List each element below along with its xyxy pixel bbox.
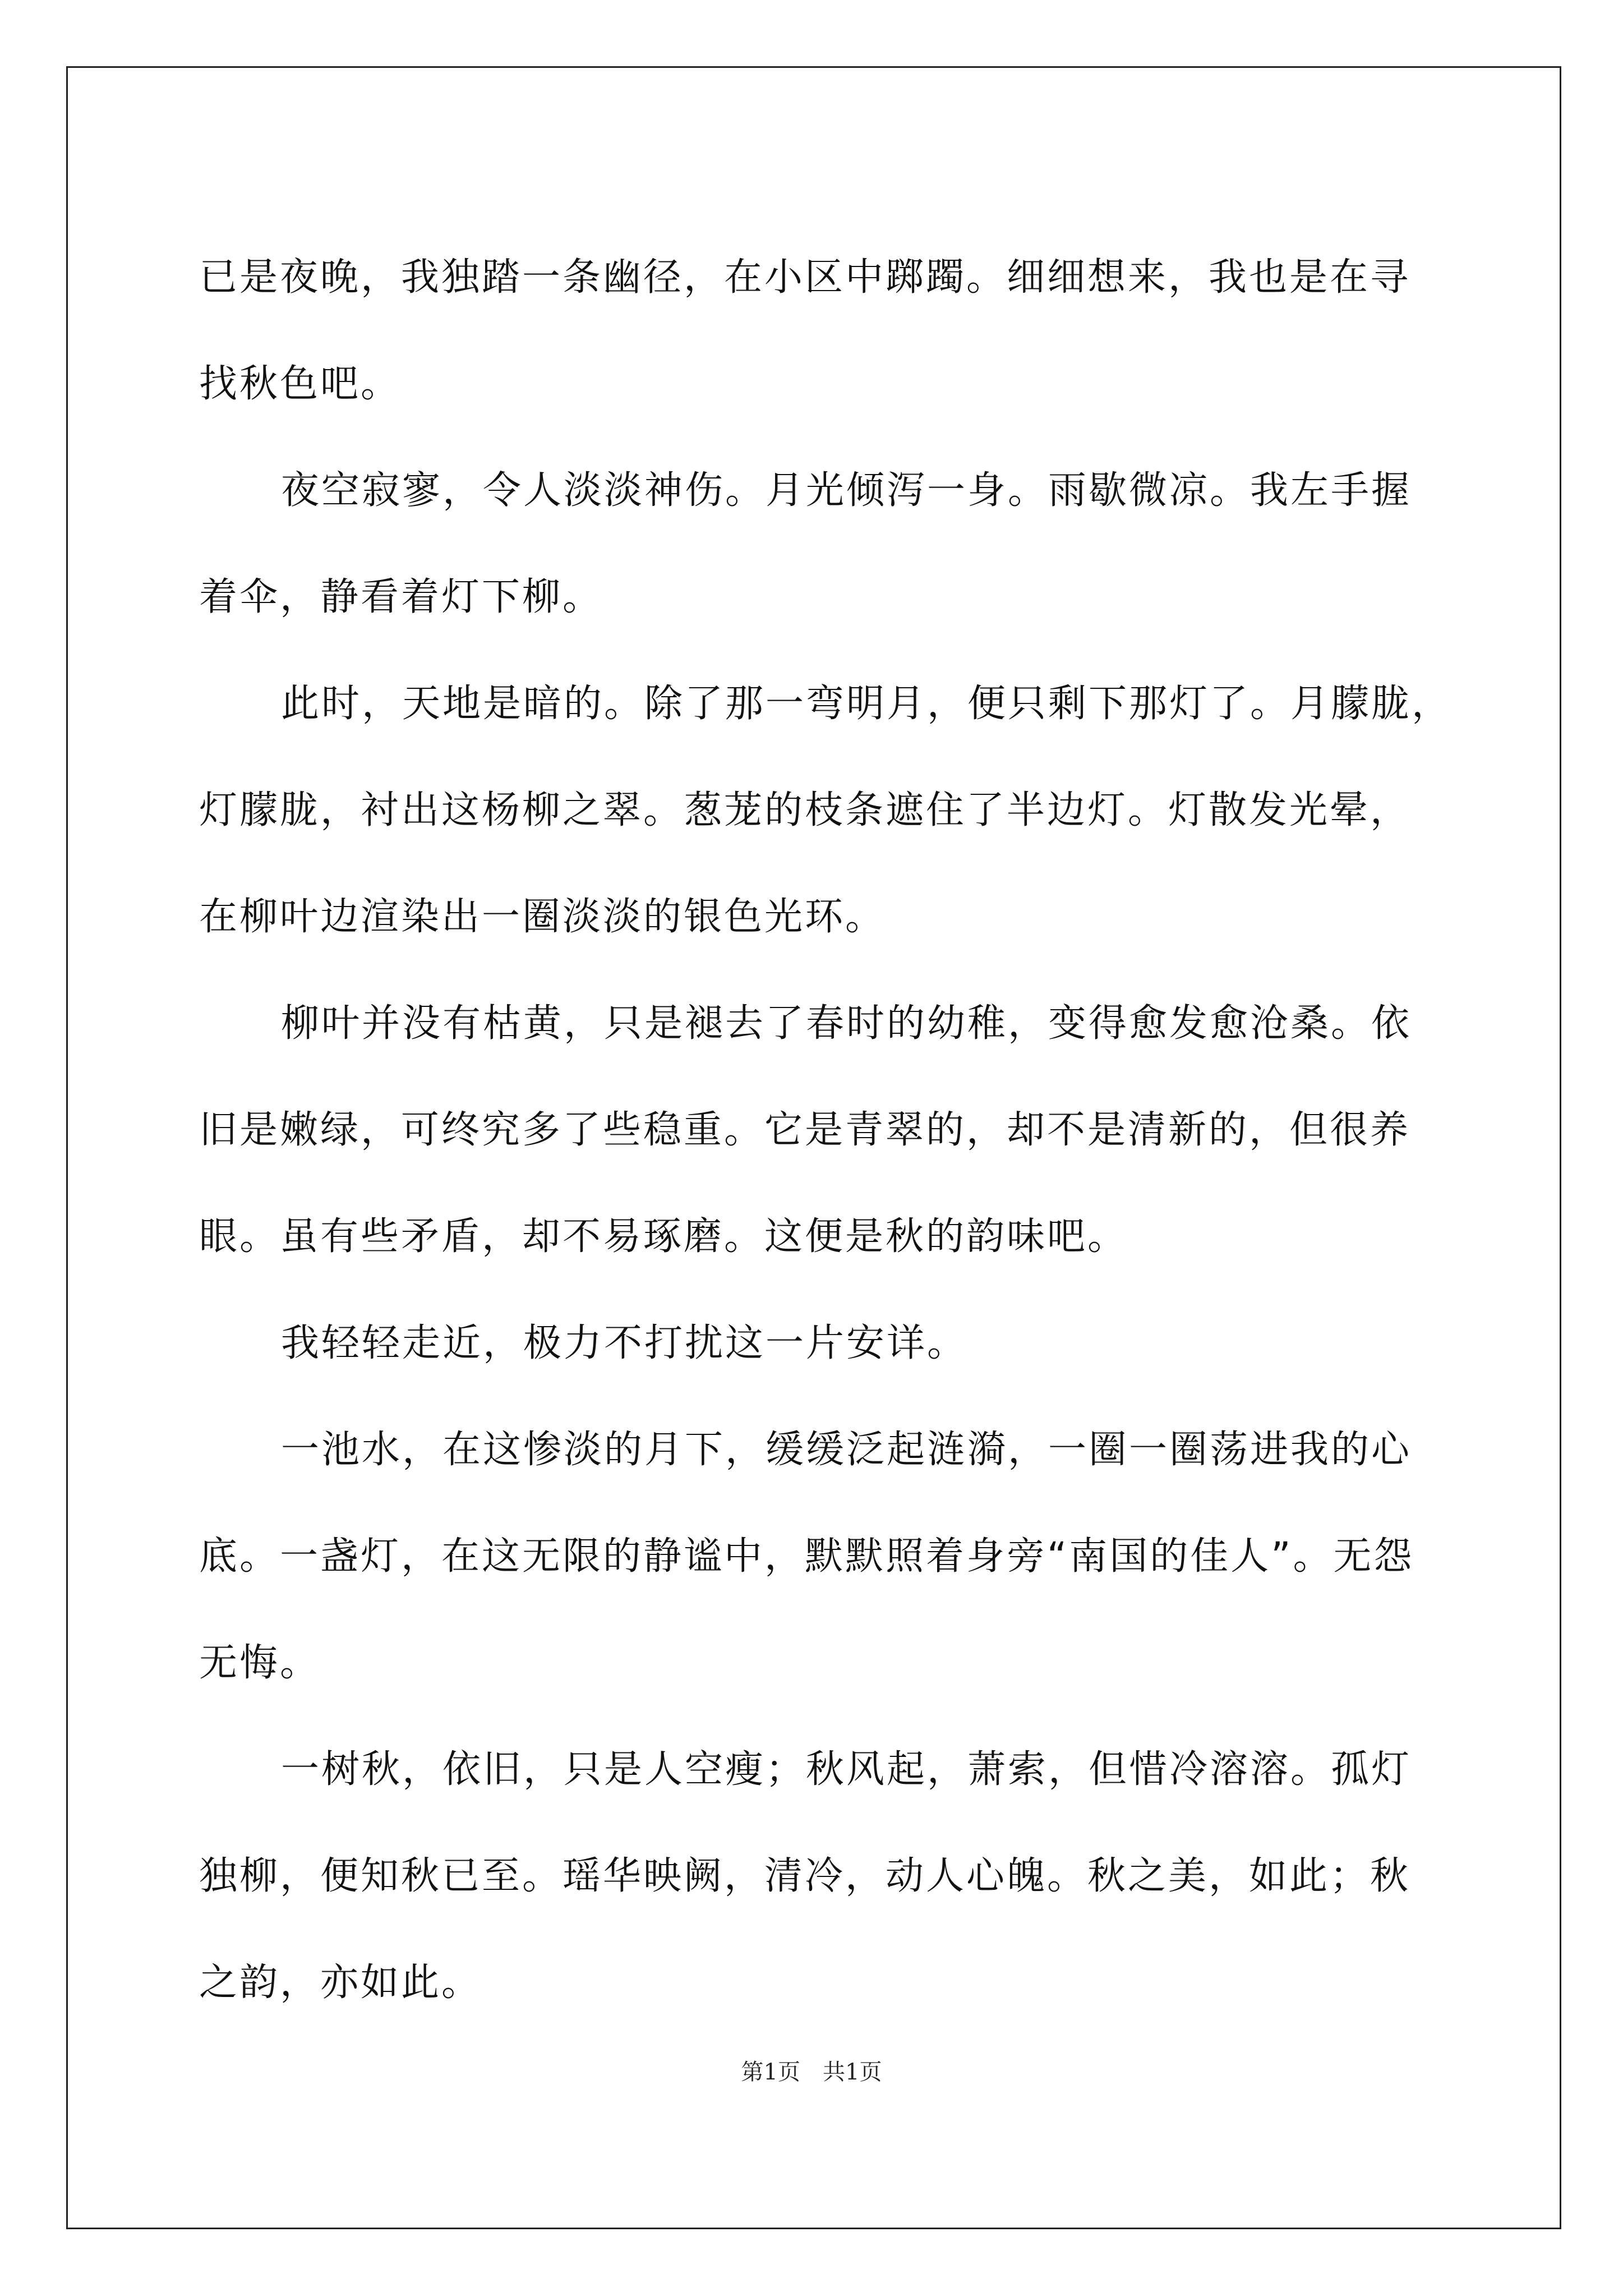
- text-line: 灯朦胧，衬出这杨柳之翠。葱茏的枝条遮住了半边灯。灯散发光晕，: [199, 788, 1411, 832]
- text-line: 无悔。: [199, 1641, 321, 1685]
- text-line: 找秋色吧。: [199, 362, 402, 406]
- document-body: [199, 224, 1453, 2036]
- text-line: 一池水，在这惨淡的月下，缓缓泛起涟漪，一圈一圈荡进我的心: [281, 1428, 1412, 1472]
- text-line: 之韵，亦如此。: [199, 1961, 482, 2005]
- text-line: 眼。虽有些矛盾，却不易琢磨。这便是秋的韵味吧。: [199, 1214, 1128, 1259]
- text-line: 独柳，便知秋已至。瑶华映阙，清冷，动人心魄。秋之美，如此；秋: [199, 1854, 1411, 1898]
- text-line: 此时，天地是暗的。除了那一弯明月，便只剩下那灯了。月朦胧，: [281, 682, 1453, 726]
- text-line: 已是夜晚，我独踏一条幽径，在小区中踯躅。细细想来，我也是在寻: [199, 255, 1411, 300]
- text-line: 旧是嫩绿，可终究多了些稳重。它是青翠的，却不是清新的，但很养: [199, 1108, 1411, 1152]
- text-line: 着伞，静看着灯下柳。: [199, 575, 603, 619]
- text-line: 底。一盏灯，在这无限的静谧中，默默照着身旁“南国的佳人”。无怨: [199, 1534, 1414, 1579]
- text-line: 我轻轻走近，极力不打扰这一片安详。: [281, 1321, 968, 1365]
- text-line: 一树秋，依旧，只是人空瘦；秋风起，萧索，但惜冷溶溶。孤灯: [281, 1747, 1412, 1792]
- text-line: 夜空寂寥，令人淡淡神伤。月光倾泻一身。雨歇微凉。我左手握: [281, 468, 1412, 513]
- text-line: 在柳叶边渲染出一圈淡淡的银色光环。: [199, 895, 886, 939]
- page-footer: 第1页 共1页: [741, 2059, 882, 2085]
- text-line: 柳叶并没有枯黄，只是褪去了春时的幼稚，变得愈发愈沧桑。依: [281, 1001, 1412, 1046]
